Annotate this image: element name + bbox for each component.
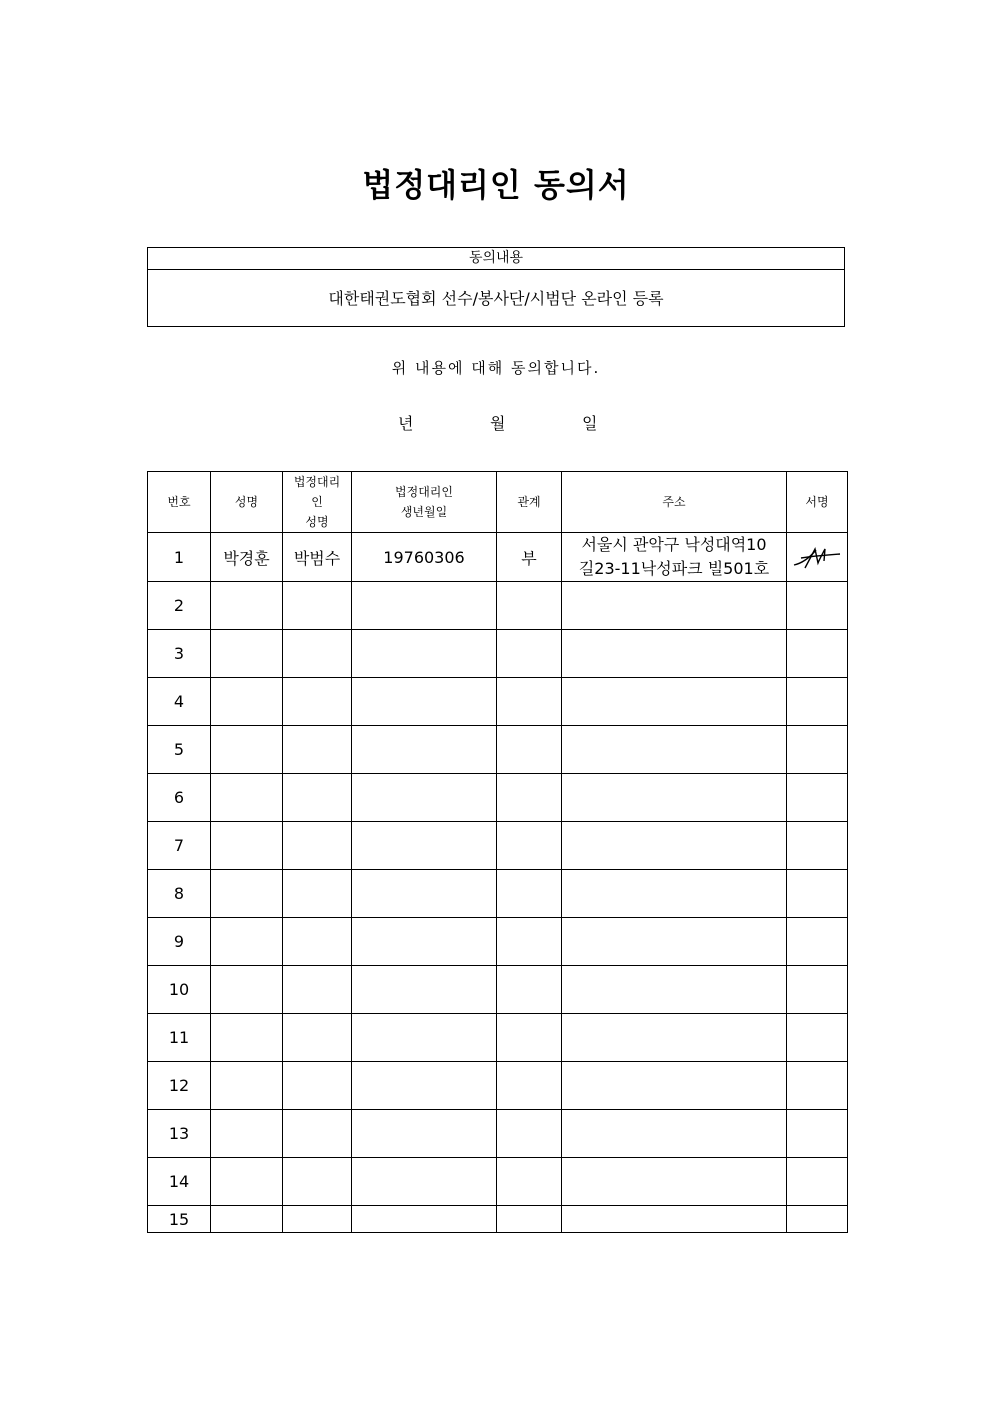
cell-guardian-name: [283, 1158, 352, 1206]
cell-guardian-birth: [352, 582, 497, 630]
cell-guardian-birth: [352, 1206, 497, 1233]
consent-box: [147, 247, 845, 327]
table-row: [148, 678, 848, 726]
table-row: [148, 870, 848, 918]
cell-relation: [497, 774, 562, 822]
cell-name: [211, 678, 283, 726]
cell-guardian-birth: [352, 1062, 497, 1110]
cell-address: [562, 1158, 787, 1206]
cell-no: 10: [148, 966, 211, 1014]
table-row: [148, 1158, 848, 1206]
header-guardian-birth-line2: 생년월일: [400, 505, 448, 519]
cell-name: [211, 918, 283, 966]
cell-signature: [787, 870, 848, 918]
cell-name: [211, 870, 283, 918]
address-line2: 길23-11낙성파크 빌501호: [578, 559, 770, 578]
cell-no: 1: [148, 533, 211, 582]
cell-address: [562, 870, 787, 918]
cell-signature: [787, 1110, 848, 1158]
cell-name: [211, 822, 283, 870]
cell-guardian-birth: [352, 1110, 497, 1158]
cell-guardian-name: [283, 1062, 352, 1110]
cell-guardian-name: [283, 774, 352, 822]
table-row: [148, 774, 848, 822]
date-year-label: 년: [398, 414, 414, 433]
header-name: 성명: [211, 472, 283, 533]
cell-guardian-birth: [352, 630, 497, 678]
table-row: [148, 918, 848, 966]
cell-relation: [497, 918, 562, 966]
cell-no: 8: [148, 870, 211, 918]
cell-signature: [787, 630, 848, 678]
header-guardian-name-line2: 인: [311, 495, 323, 509]
cell-relation: [497, 822, 562, 870]
cell-guardian-birth: 19760306: [352, 533, 497, 582]
cell-guardian-name: [283, 582, 352, 630]
cell-signature: [787, 774, 848, 822]
cell-address: [562, 582, 787, 630]
cell-guardian-name: [283, 1014, 352, 1062]
cell-signature: [787, 533, 848, 582]
consent-header: 동의내용: [148, 248, 844, 270]
cell-name: [211, 1158, 283, 1206]
date-month-label: 월: [490, 414, 506, 433]
table-row: [148, 1014, 848, 1062]
cell-relation: [497, 966, 562, 1014]
cell-no: 12: [148, 1062, 211, 1110]
cell-no: 2: [148, 582, 211, 630]
header-guardian-birth: [352, 472, 497, 533]
cell-no: 5: [148, 726, 211, 774]
cell-guardian-name: [283, 918, 352, 966]
cell-guardian-name: [283, 870, 352, 918]
cell-guardian-birth: [352, 918, 497, 966]
cell-name: 박경훈: [211, 533, 283, 582]
cell-no: 3: [148, 630, 211, 678]
cell-address: [562, 1062, 787, 1110]
cell-address: [562, 774, 787, 822]
cell-name: [211, 774, 283, 822]
cell-no: 13: [148, 1110, 211, 1158]
cell-signature: [787, 678, 848, 726]
cell-no: 14: [148, 1158, 211, 1206]
cell-name: [211, 630, 283, 678]
cell-address: [562, 1110, 787, 1158]
cell-name: [211, 966, 283, 1014]
cell-signature: [787, 1206, 848, 1233]
cell-guardian-birth: [352, 1014, 497, 1062]
header-address: 주소: [562, 472, 787, 533]
table-row: [148, 966, 848, 1014]
cell-address: [562, 678, 787, 726]
address-line1: 서울시 관악구 낙성대역10: [581, 535, 767, 554]
cell-relation: [497, 1206, 562, 1233]
consent-content: 대한태권도협회 선수/봉사단/시범단 온라인 등록: [328, 289, 664, 308]
table-row: [148, 726, 848, 774]
table-row: [148, 1206, 848, 1233]
cell-guardian-birth: [352, 678, 497, 726]
cell-no: 7: [148, 822, 211, 870]
cell-relation: [497, 1110, 562, 1158]
table-row: [148, 822, 848, 870]
header-signature: 서명: [787, 472, 848, 533]
table-row: [148, 1062, 848, 1110]
cell-no: 6: [148, 774, 211, 822]
cell-address: [562, 630, 787, 678]
cell-guardian-name: [283, 678, 352, 726]
cell-address: [562, 966, 787, 1014]
cell-signature: [787, 726, 848, 774]
cell-name: [211, 1206, 283, 1233]
cell-guardian-name: [283, 966, 352, 1014]
header-guardian-name-line3: 성명: [305, 515, 329, 529]
table-row: [148, 1110, 848, 1158]
cell-guardian-name: [283, 1206, 352, 1233]
cell-signature: [787, 1062, 848, 1110]
cell-signature: [787, 918, 848, 966]
header-guardian-birth-line1: 법정대리인: [395, 485, 453, 499]
cell-guardian-name: [283, 630, 352, 678]
cell-name: [211, 726, 283, 774]
table-row: [148, 582, 848, 630]
cell-signature: [787, 1158, 848, 1206]
date-day-label: 일: [582, 414, 598, 433]
cell-address: [562, 1206, 787, 1233]
cell-guardian-birth: [352, 774, 497, 822]
cell-relation: [497, 678, 562, 726]
cell-address: [562, 1014, 787, 1062]
registration-table: [147, 471, 848, 1233]
header-guardian-name-line1: 법정대리: [293, 475, 341, 489]
cell-guardian-birth: [352, 966, 497, 1014]
cell-address: [562, 726, 787, 774]
table-row: [148, 533, 848, 582]
cell-guardian-name: [283, 726, 352, 774]
cell-name: [211, 582, 283, 630]
cell-relation: [497, 1014, 562, 1062]
cell-address: [562, 822, 787, 870]
table-row: [148, 630, 848, 678]
cell-relation: [497, 630, 562, 678]
cell-address: [562, 918, 787, 966]
cell-address: [562, 533, 787, 582]
cell-no: 15: [148, 1206, 211, 1233]
header-no: 번호: [148, 472, 211, 533]
cell-name: [211, 1062, 283, 1110]
header-guardian-name: [283, 472, 352, 533]
cell-guardian-birth: [352, 870, 497, 918]
handwritten-signature: [791, 542, 843, 572]
cell-relation: 부: [497, 533, 562, 582]
agree-statement: 위 내용에 대해 동의합니다.: [391, 359, 601, 377]
cell-guardian-name: [283, 1110, 352, 1158]
cell-relation: [497, 1158, 562, 1206]
cell-name: [211, 1110, 283, 1158]
cell-no: 11: [148, 1014, 211, 1062]
cell-guardian-name: 박범수: [283, 533, 352, 582]
cell-signature: [787, 1014, 848, 1062]
cell-signature: [787, 822, 848, 870]
cell-relation: [497, 582, 562, 630]
cell-guardian-birth: [352, 822, 497, 870]
cell-relation: [497, 1062, 562, 1110]
cell-signature: [787, 966, 848, 1014]
cell-signature: [787, 582, 848, 630]
cell-guardian-birth: [352, 726, 497, 774]
table-header-row: [148, 472, 848, 533]
cell-relation: [497, 726, 562, 774]
cell-name: [211, 1014, 283, 1062]
cell-guardian-birth: [352, 1158, 497, 1206]
document-title: 법정대리인 동의서: [362, 166, 630, 204]
cell-relation: [497, 870, 562, 918]
header-relation: 관계: [497, 472, 562, 533]
cell-no: 4: [148, 678, 211, 726]
cell-guardian-name: [283, 822, 352, 870]
cell-no: 9: [148, 918, 211, 966]
